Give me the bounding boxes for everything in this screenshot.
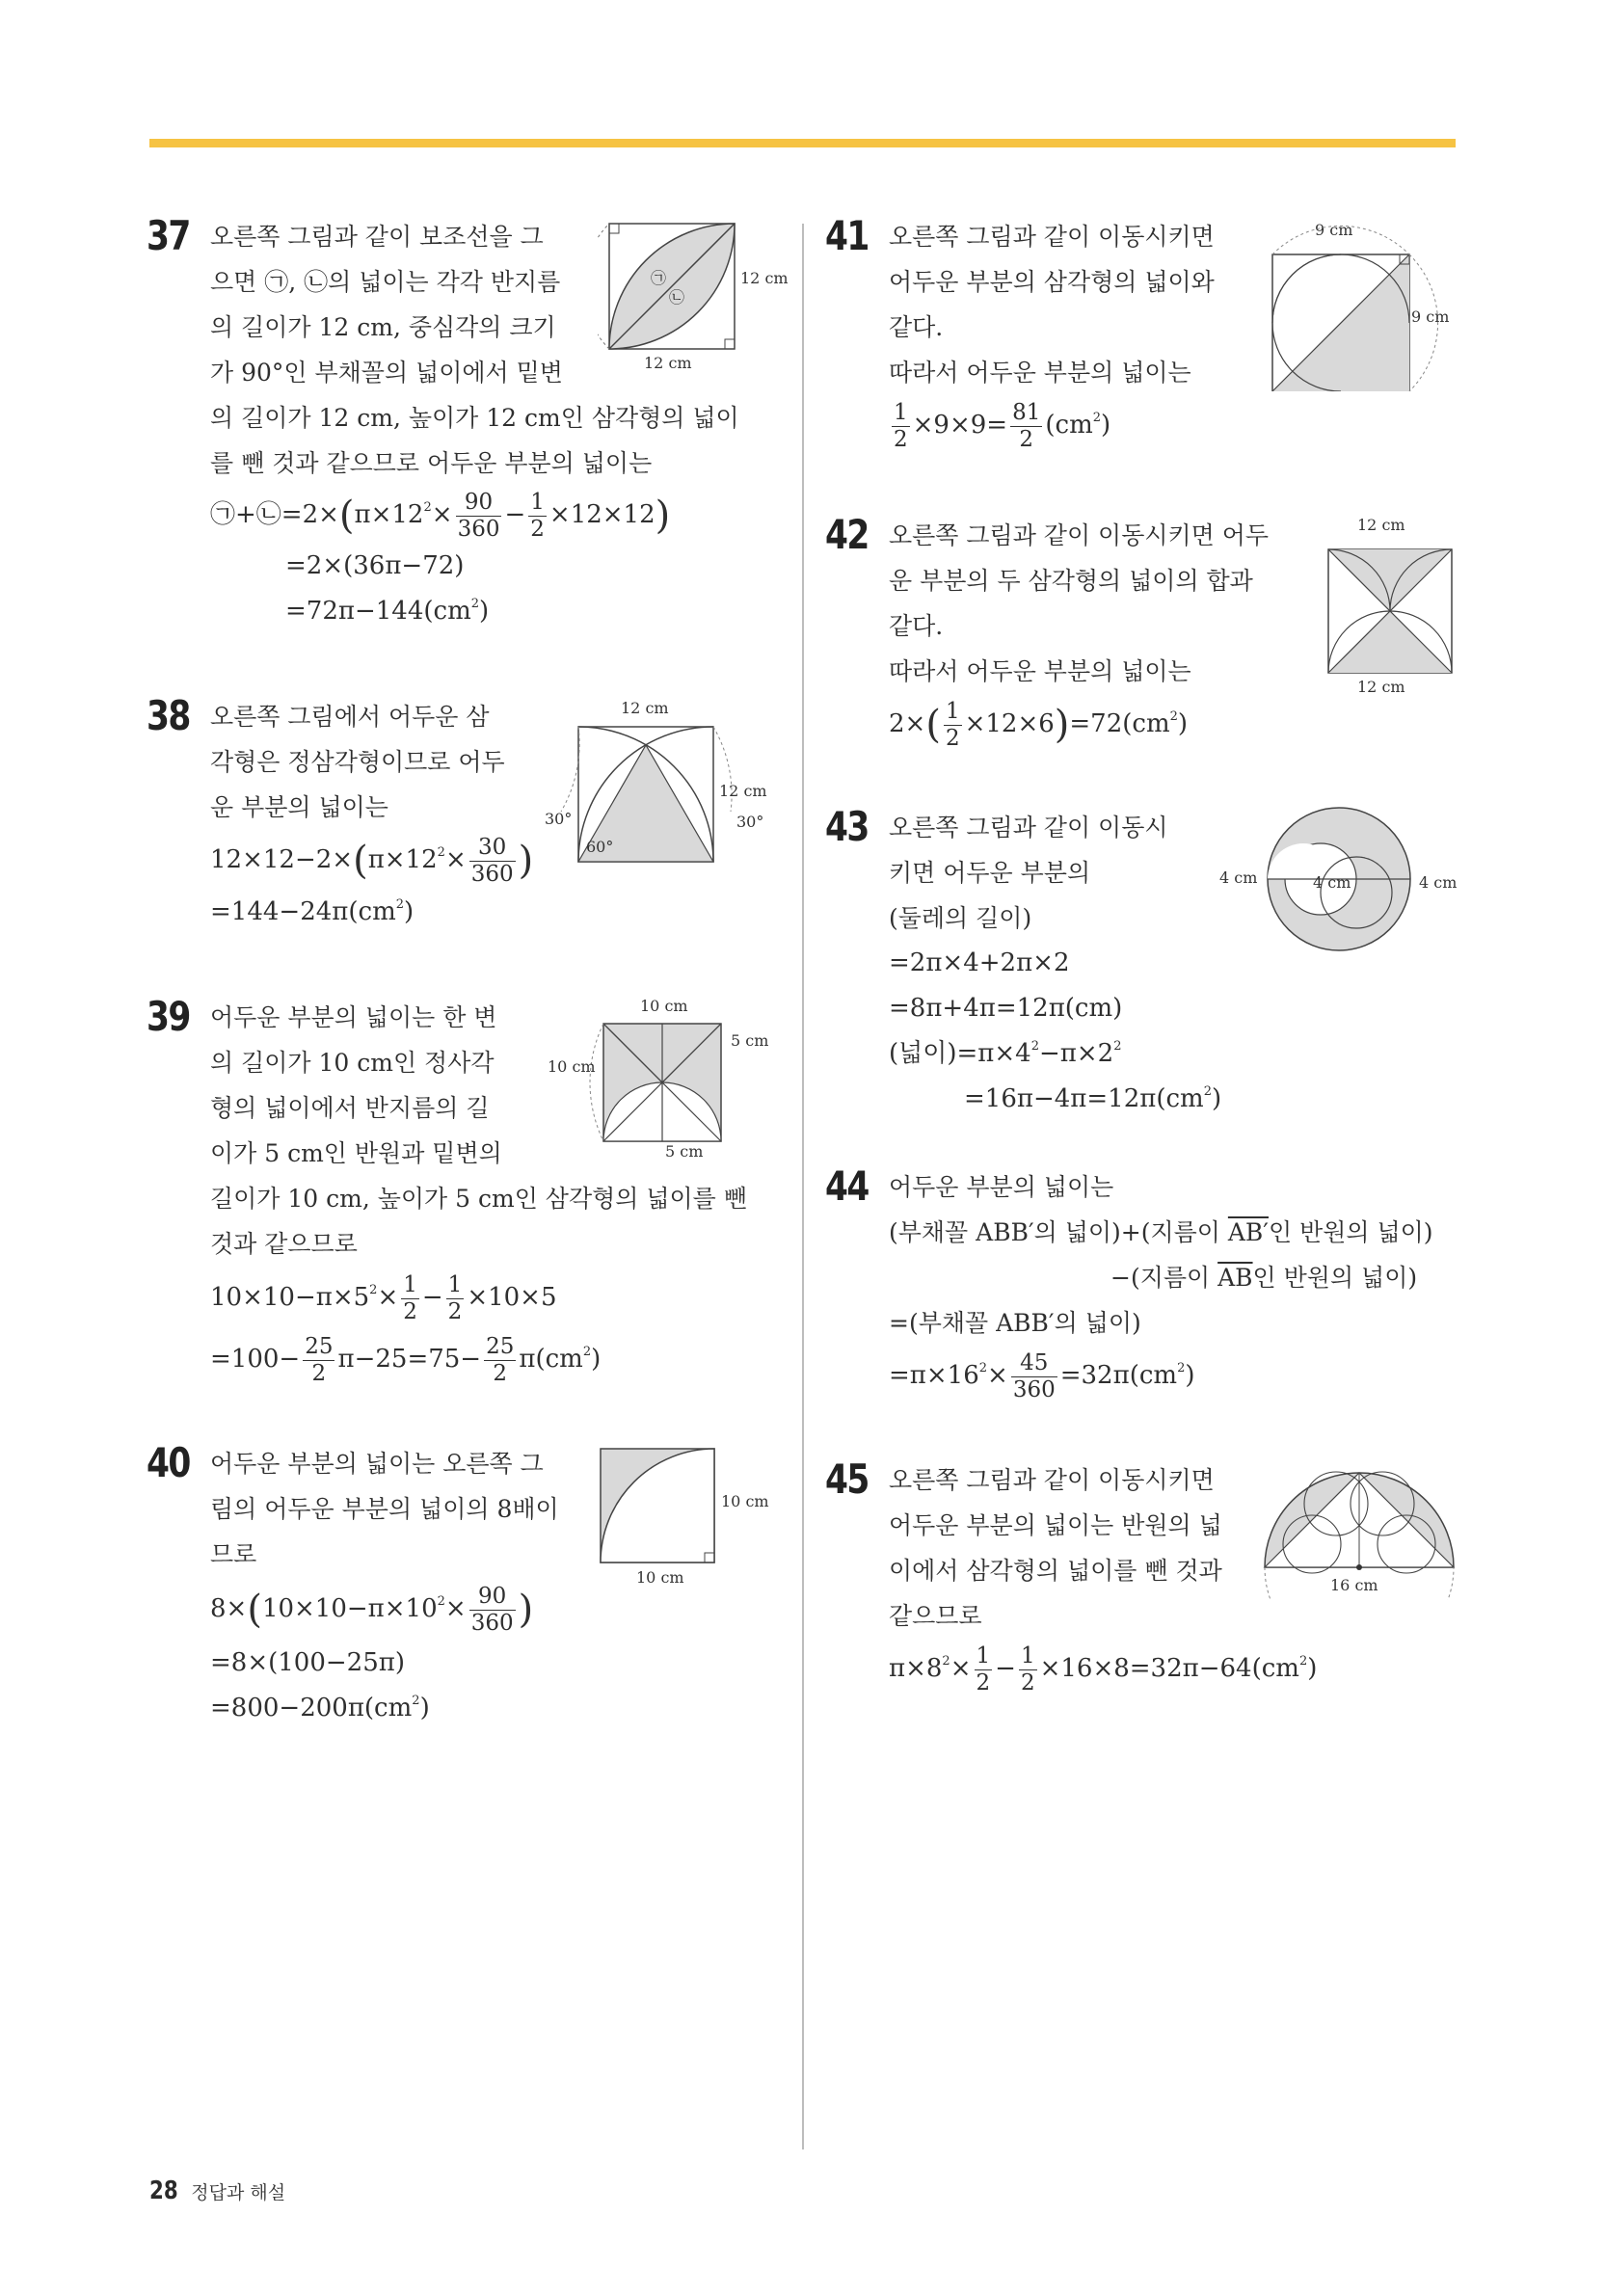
fraction: $\frac{1}{2}$ xyxy=(1020,1642,1035,1695)
figure-37 xyxy=(598,214,790,368)
text-line: 어두운 부분의 넓이는 xyxy=(889,1173,1114,1201)
text-line: 오른쪽 그림과 같이 보조선을 그 xyxy=(210,223,544,251)
equation-line: $=\pi\times 16^2\times$ $\frac{45}{360}$ $=32\pi(cm^2)$ xyxy=(889,1349,1195,1402)
equation-line: $=16\pi-4\pi=12\pi(cm^2)$ xyxy=(964,1084,1222,1113)
dimension-label: 4 cm xyxy=(1419,873,1458,892)
figure-43 xyxy=(1217,806,1467,960)
text-line: 어두운 부분의 넓이는 반원의 넓 xyxy=(889,1511,1222,1539)
figure-45 xyxy=(1259,1455,1461,1600)
angle-label: 60° xyxy=(586,838,614,856)
figure-38 xyxy=(542,696,773,879)
text-line: 따라서 어두운 부분의 넓이는 xyxy=(889,657,1191,685)
equation-line: $=800-200\pi(cm^2)$ xyxy=(210,1694,430,1722)
problem-number: 43 xyxy=(825,803,869,850)
equation-line: $8\times(10\times 10-\pi\times 10^2\times$ $\frac{90}{360}$ ) xyxy=(210,1583,534,1636)
fraction: $\frac{25}{2}$ xyxy=(305,1333,334,1386)
dimension-label: 9 cm xyxy=(1411,307,1450,326)
dimension-label: 10 cm xyxy=(640,997,688,1015)
problem-number: 37 xyxy=(147,212,190,259)
footer-label: 정답과 해설 xyxy=(191,2182,286,2203)
header-accent-bar xyxy=(149,139,1456,147)
solution-text xyxy=(210,1441,559,1731)
problem-number: 45 xyxy=(825,1455,869,1503)
problem-number: 38 xyxy=(147,692,190,739)
text-line: 각형은 정삼각형이므로 어두 xyxy=(210,748,505,776)
equation-line: =8π+4π=12π(cm) xyxy=(889,994,1123,1023)
dimension-label: 4 cm xyxy=(1313,873,1351,892)
solution-text xyxy=(889,1164,1433,1405)
text-line: (둘레의 길이) xyxy=(889,904,1032,932)
text-line: 므로 xyxy=(210,1540,257,1568)
dimension-label: 10 cm xyxy=(548,1057,596,1076)
fraction: $\frac{30}{360}$ xyxy=(470,834,514,887)
angle-label: 30° xyxy=(545,810,573,828)
dimension-label: 12 cm xyxy=(719,782,767,800)
text-line: 형의 넓이에서 반지름의 길 xyxy=(210,1094,490,1122)
text-line: 어두운 부분의 넓이는 한 변 xyxy=(210,1003,497,1031)
text-line: 오른쪽 그림과 같이 이동시키면 어두 xyxy=(889,521,1270,549)
page-number: 28 xyxy=(149,2176,178,2205)
text-line: 의 길이가 12 cm, 중심각의 크기 xyxy=(210,313,556,341)
solution-text xyxy=(889,1457,1317,1698)
page-footer xyxy=(149,2176,285,2205)
equation-line: =8×(100−25π) xyxy=(210,1648,405,1677)
equation-line: $=144-24\pi(cm^2)$ xyxy=(210,897,415,926)
solution-text xyxy=(210,694,533,935)
text-line: 오른쪽 그림과 같이 이동시키면 xyxy=(889,1466,1215,1494)
text-line: 같다. xyxy=(889,612,944,640)
problem-number: 40 xyxy=(147,1439,190,1486)
text-line: 키면 어두운 부분의 xyxy=(889,859,1091,887)
dimension-label: 5 cm xyxy=(665,1142,704,1159)
text-line: 같으므로 xyxy=(889,1602,982,1630)
text-line: 같다. xyxy=(889,313,944,341)
figure-41 xyxy=(1253,218,1465,391)
fraction: $\frac{1}{2}$ xyxy=(894,399,908,452)
solution-text xyxy=(889,214,1215,455)
fraction: $\frac{45}{360}$ xyxy=(1012,1349,1056,1402)
dimension-label: 10 cm xyxy=(636,1568,684,1587)
text-line: 를 뺀 것과 같으므로 어두운 부분의 넓이는 xyxy=(210,449,653,477)
label-circle-2: ㉡ xyxy=(669,288,685,307)
dimension-label: 12 cm xyxy=(1357,678,1405,696)
equation-line: $=72\pi-144(cm^2)$ xyxy=(285,597,490,626)
fraction: $\frac{90}{360}$ xyxy=(457,489,500,542)
fraction: $\frac{1}{2}$ xyxy=(403,1271,417,1324)
fraction: $\frac{25}{2}$ xyxy=(486,1333,515,1386)
text-line: −(지름이 $\overline{AB}$인 반원의 넓이) xyxy=(1110,1264,1418,1292)
text-line: 오른쪽 그림에서 어두운 삼 xyxy=(210,703,490,731)
dimension-label: 12 cm xyxy=(644,354,692,368)
text-line: 것과 같으므로 xyxy=(210,1230,358,1258)
dimension-label: 10 cm xyxy=(721,1492,769,1510)
dimension-label: 16 cm xyxy=(1330,1576,1378,1594)
angle-label: 30° xyxy=(736,813,764,831)
problem-number: 42 xyxy=(825,511,869,558)
fraction: $\frac{1}{2}$ xyxy=(447,1271,463,1324)
dimension-label: 9 cm xyxy=(1315,221,1353,239)
text-line: 따라서 어두운 부분의 넓이는 xyxy=(889,359,1191,387)
text-line: 의 길이가 10 cm인 정사각 xyxy=(210,1049,495,1077)
figure-40 xyxy=(598,1446,781,1590)
fraction: $\frac{1}{2}$ xyxy=(530,489,545,542)
label-circle-1: ㉠ xyxy=(651,269,667,287)
fraction: $\frac{81}{2}$ xyxy=(1012,399,1041,452)
problem-44 xyxy=(825,1164,1461,1434)
figure-42 xyxy=(1321,513,1465,696)
text-line: 어두운 부분의 넓이는 오른쪽 그 xyxy=(210,1450,544,1478)
text-line: 오른쪽 그림과 같이 이동시 xyxy=(889,814,1168,841)
text-line: 의 길이가 12 cm, 높이가 12 cm인 삼각형의 넓이 xyxy=(210,404,739,432)
dimension-label: 12 cm xyxy=(621,699,669,717)
text-line: 으면 ㉠, ㉡의 넓이는 각각 반지름 xyxy=(210,268,561,296)
text-line: 어두운 부분의 삼각형의 넓이와 xyxy=(889,268,1215,296)
text-line: =(부채꼴 ABB′의 넓이) xyxy=(889,1309,1141,1337)
text-line: 림의 어두운 부분의 넓이의 8배이 xyxy=(210,1495,559,1523)
text-line: (부채꼴 ABB′의 넓이)+(지름이 AB′인 반원의 넓이) xyxy=(889,1218,1433,1246)
equation-line: $10\times 10-\pi\times 5^2\times$ $\frac{1}{2}$ − $\frac{1}{2}$ ×10×5 xyxy=(210,1271,557,1324)
column-divider xyxy=(802,224,804,2149)
equation-line: $\frac{1}{2}$ ×9×9= $\frac{81}{2}$ $(cm^2)$ xyxy=(894,399,1111,452)
equation-line: (넓이)$=\pi\times 4^2-\pi\times 2^2$ xyxy=(889,1039,1122,1068)
dimension-label: 12 cm xyxy=(1357,516,1405,534)
fraction: $\frac{90}{360}$ xyxy=(470,1583,514,1636)
problem-number: 39 xyxy=(147,993,190,1040)
fraction: $\frac{1}{2}$ xyxy=(976,1642,991,1695)
problem-number: 44 xyxy=(825,1162,869,1210)
equation-line: =2π×4+2π×2 xyxy=(889,948,1070,977)
text-line: 운 부분의 두 삼각형의 넓이의 합과 xyxy=(889,567,1253,595)
solution-text xyxy=(889,513,1269,754)
text-line: 오른쪽 그림과 같이 이동시키면 xyxy=(889,223,1215,251)
problem-number: 41 xyxy=(825,212,869,259)
equation-line: =2×(36π−72) xyxy=(285,551,465,580)
fraction: $\frac{1}{2}$ xyxy=(945,698,960,751)
solution-text xyxy=(889,805,1221,1122)
text-line: 이에서 삼각형의 넓이를 뺀 것과 xyxy=(889,1557,1222,1585)
equation-line: $\pi\times 8^2\times$ $\frac{1}{2}$ − $\frac{1}{2}$ $\times 16\times 8=32\pi-64(cm^2)$ xyxy=(889,1642,1318,1695)
figure-39 xyxy=(540,995,781,1159)
equation-line: $12\times 12-2\times(\pi\times 12^2\times$ $\frac{30}{360}$ ) xyxy=(210,834,534,887)
dimension-label: 12 cm xyxy=(740,269,789,287)
dimension-label: 5 cm xyxy=(731,1031,769,1050)
text-line: 운 부분의 넓이는 xyxy=(210,793,388,821)
equation-line: 2×( $\frac{1}{2}$ $\times 12\times 6)=72(cm^2)$ xyxy=(889,698,1189,751)
text-line: 이가 5 cm인 반원과 밑변의 xyxy=(210,1139,502,1167)
dimension-label: 4 cm xyxy=(1219,868,1258,887)
equation-line: =100− $\frac{25}{2}$ π−25=75− $\frac{25}{2}$ $\pi(cm^2)$ xyxy=(210,1333,602,1386)
text-line: 길이가 10 cm, 높이가 5 cm인 삼각형의 넓이를 뺀 xyxy=(210,1185,747,1213)
equation-line: $㉠+㉡=2\times(\pi\times 12^2\times$ $\frac{90}{360}$ − $\frac{1}{2}$ ×12×12) xyxy=(210,489,671,542)
text-line: 가 90°인 부채꼴의 넓이에서 밑변 xyxy=(210,359,563,387)
